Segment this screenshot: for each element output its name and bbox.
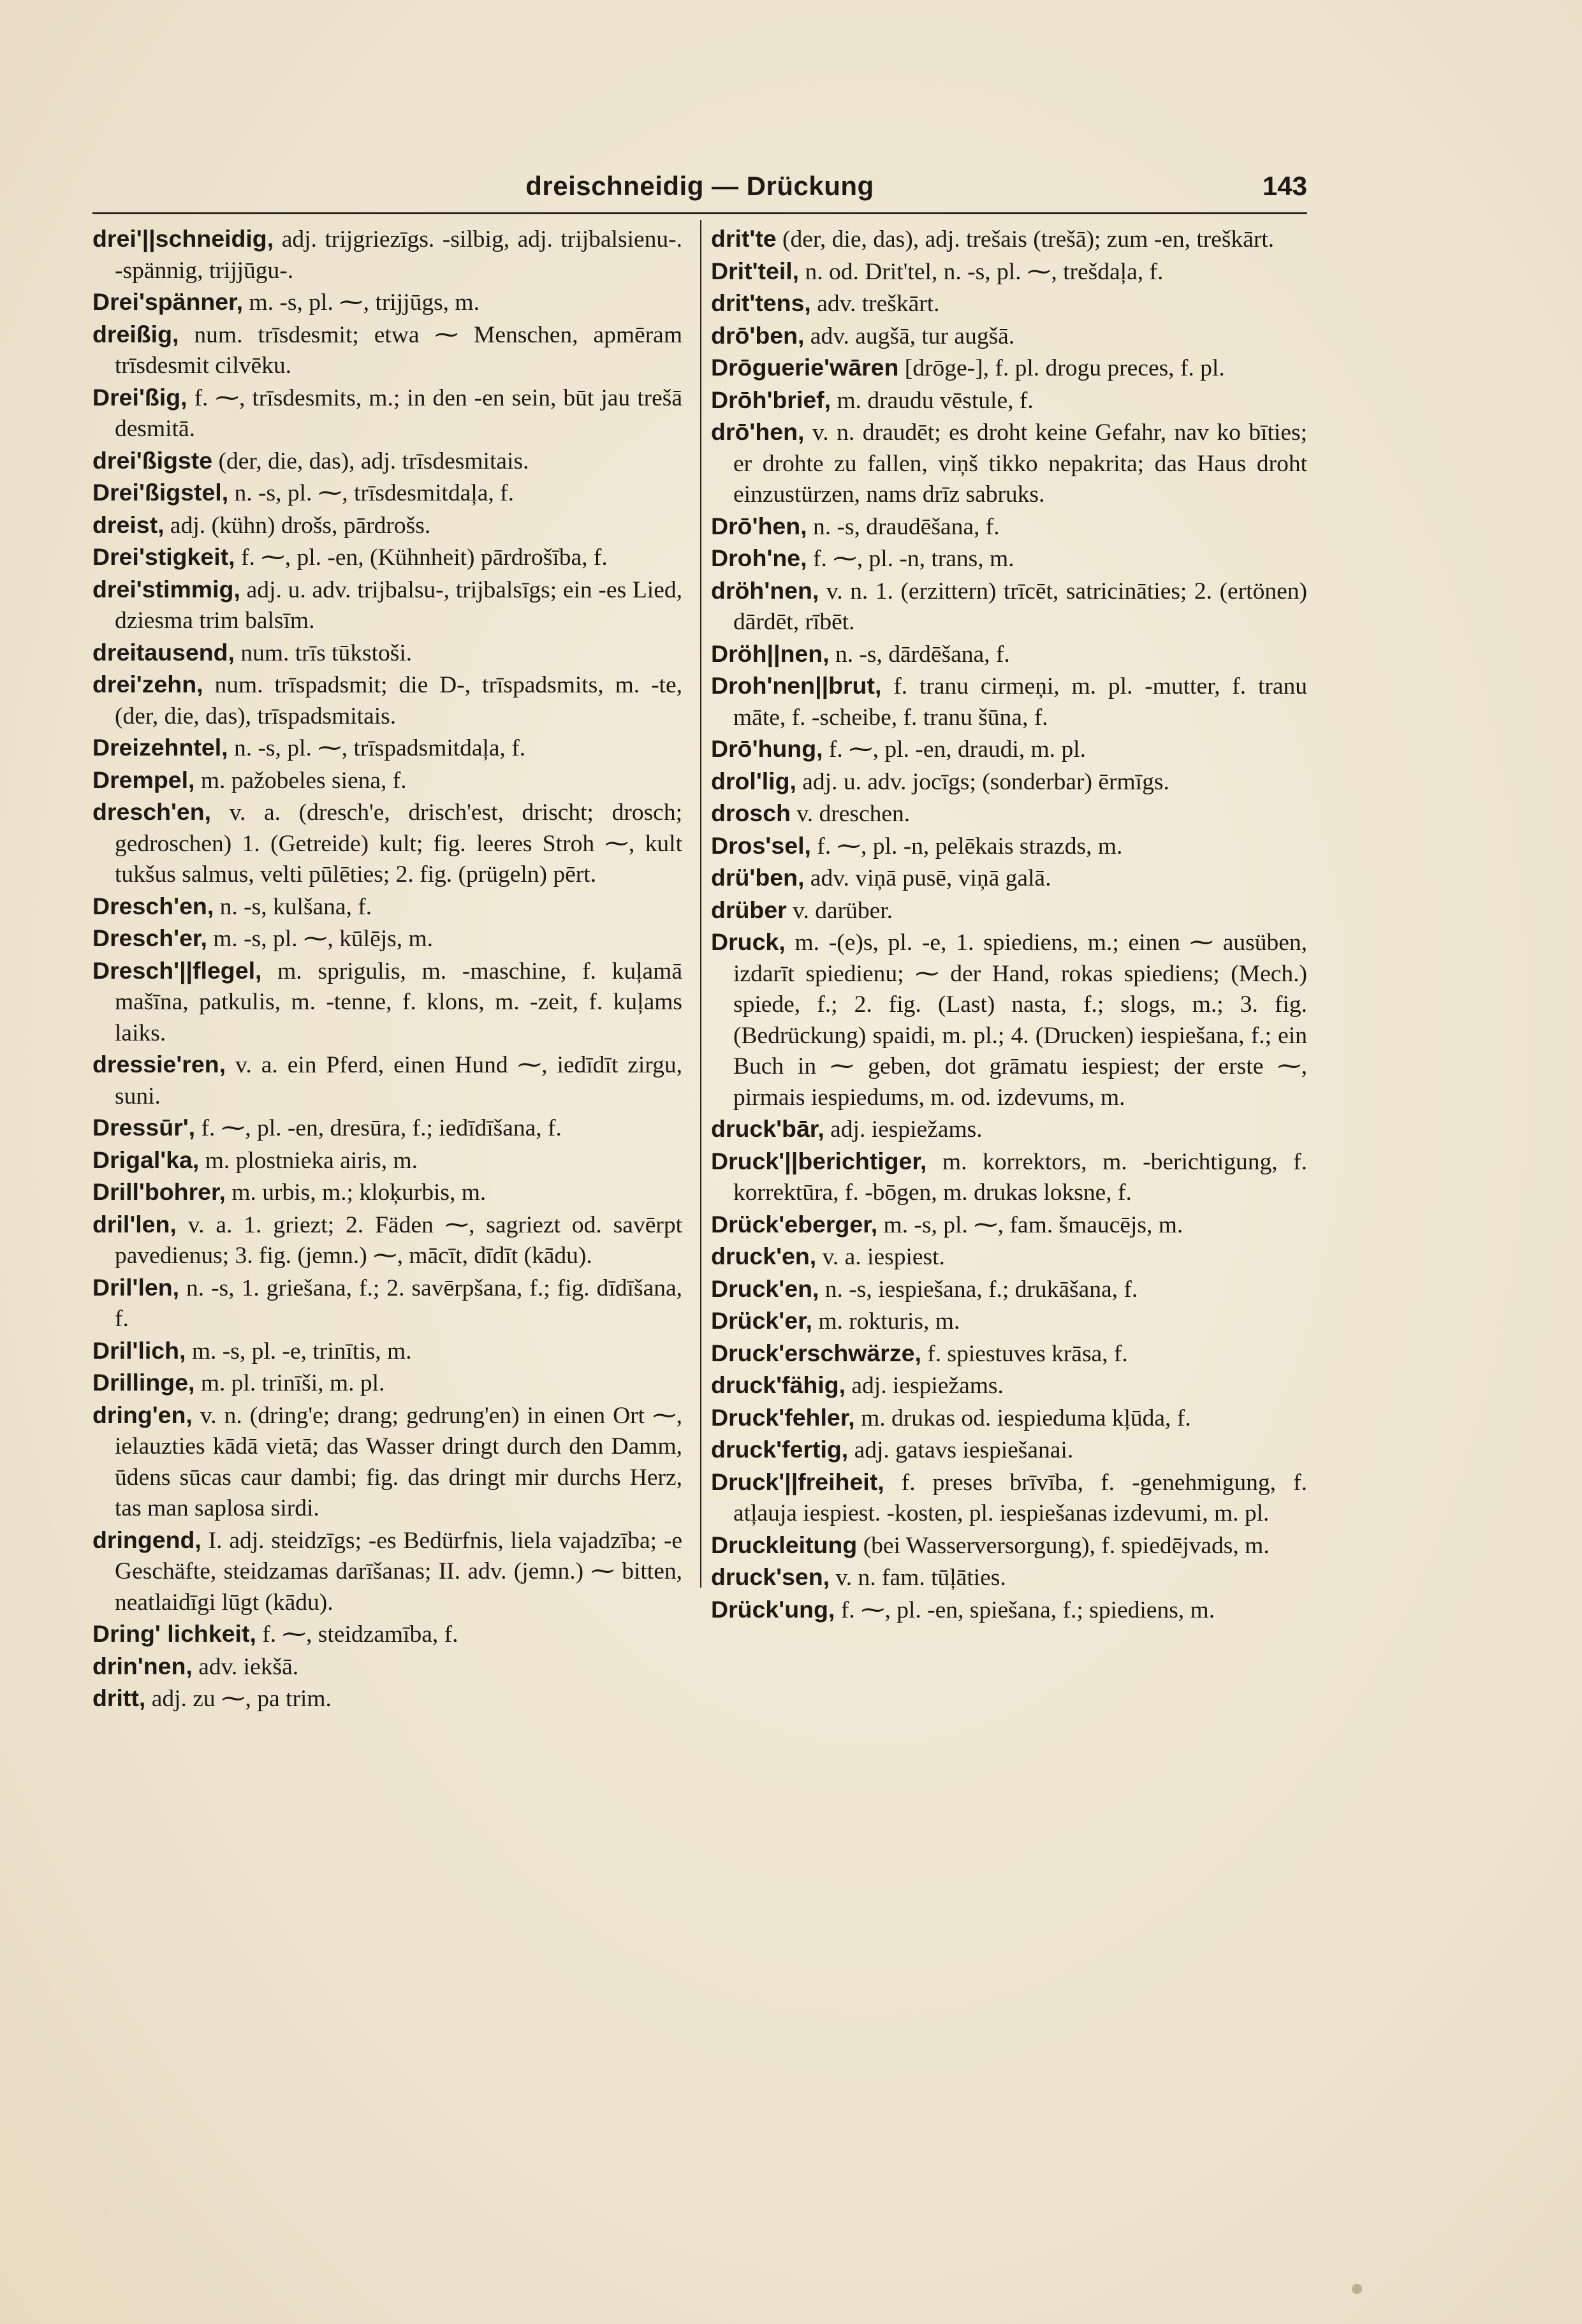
entry-headword: Druck'||berichtiger, xyxy=(711,1147,927,1174)
dictionary-entry xyxy=(92,923,682,955)
dictionary-entry xyxy=(92,1176,682,1209)
entry-definition: m. -s, pl. -e, trinītis, m. xyxy=(186,1338,412,1364)
dictionary-entry xyxy=(711,1305,1307,1338)
dictionary-entry xyxy=(711,1402,1307,1435)
entry-headword: Drei'ßig, xyxy=(92,383,187,411)
entry-headword: Dril'lich, xyxy=(92,1336,186,1364)
dictionary-entry xyxy=(92,955,682,1049)
dictionary-entry xyxy=(92,445,682,478)
dictionary-entry xyxy=(92,1367,682,1400)
dictionary-entry xyxy=(711,733,1307,766)
dictionary-entry xyxy=(711,223,1307,256)
dictionary-entry xyxy=(711,1209,1307,1241)
entry-definition: v. a. 1. griezt; 2. Fäden ⁓, sagriezt od. savērpt pavedienus; 3. fig. (jemn.) ⁓, mācīt, dīdīt (kādu). xyxy=(115,1211,682,1269)
dictionary-entry xyxy=(92,509,682,542)
dictionary-entry xyxy=(711,1530,1307,1562)
entry-definition: [drōge-], f. pl. drogu preces, f. pl. xyxy=(898,355,1225,381)
entry-headword: Dreizehntel, xyxy=(92,734,228,761)
dictionary-entry xyxy=(92,477,682,509)
entry-headword: Dresch'er, xyxy=(92,924,207,951)
dictionary-entry xyxy=(92,1209,682,1272)
entry-definition: num. trīspadsmit; die D-, trīspadsmits, m. -te, (der, die, das), trīspadsmitais. xyxy=(115,672,682,729)
entry-headword: Drō'hung, xyxy=(711,735,823,762)
dictionary-entry xyxy=(711,1594,1307,1626)
dictionary-entry xyxy=(711,895,1307,927)
dictionary-entry xyxy=(711,1146,1307,1209)
entry-headword: druck'fähig, xyxy=(711,1371,846,1398)
entry-headword: Droh'nen||brut, xyxy=(711,672,882,699)
entry-headword: Dressūr', xyxy=(92,1114,196,1141)
dictionary-entry xyxy=(92,319,682,382)
entry-headword: drü'ben, xyxy=(711,864,805,891)
dictionary-entry xyxy=(711,1466,1307,1530)
dictionary-entry xyxy=(711,830,1307,863)
dictionary-entry xyxy=(711,320,1307,353)
page-number: 143 xyxy=(1262,171,1307,201)
entry-headword: dril'len, xyxy=(92,1210,177,1238)
dictionary-entry xyxy=(711,1113,1307,1146)
dictionary-entry xyxy=(711,1370,1307,1402)
entry-definition: f. ⁓, pl. -n, pelēkais strazds, m. xyxy=(810,833,1123,859)
dictionary-entry xyxy=(711,1273,1307,1306)
entry-definition: f. preses brīvība, f. -genehmigung, f. atļauja iespiest. -kosten, pl. iespiešanas izdevumi, m. pl. xyxy=(733,1469,1307,1526)
dictionary-entry xyxy=(92,382,682,445)
dictionary-entry xyxy=(711,543,1307,575)
dictionary-entry xyxy=(711,288,1307,320)
dictionary-entry xyxy=(711,798,1307,830)
entry-headword: Druck, xyxy=(711,928,786,955)
entry-headword: dressie'ren, xyxy=(92,1051,226,1078)
dictionary-entry xyxy=(92,764,682,797)
dictionary-entry xyxy=(711,1338,1307,1370)
entry-definition: m. korrektors, m. -berichtigung, f. korrektūra, f. -bōgen, m. drukas loksne, f. xyxy=(733,1148,1307,1206)
entry-headword: Drillinge, xyxy=(92,1369,195,1396)
dictionary-entry xyxy=(711,766,1307,798)
dictionary-entry xyxy=(92,1144,682,1177)
entry-definition: m. rokturis, m. xyxy=(812,1308,960,1334)
entry-definition: n. -s, 1. griešana, f.; 2. savērpšana, f.; fig. dīdīšana, f. xyxy=(115,1275,682,1332)
entry-headword: Dröh||nen, xyxy=(711,639,830,667)
entry-headword: drō'hen, xyxy=(711,418,805,445)
entry-headword: druck'bār, xyxy=(711,1115,824,1142)
entry-definition: f. spiestuves krāsa, f. xyxy=(921,1340,1128,1367)
entry-headword: Drill'bohrer, xyxy=(92,1178,226,1205)
entry-definition: (der, die, das), adj. trīsdesmitais. xyxy=(212,448,529,474)
entry-headword: drei'||schneidig, xyxy=(92,225,274,252)
entry-definition: v. a. (dresch'e, drisch'est, drischt; drosch; gedroschen) 1. (Getreide) kult; fig. leeres Stroh ⁓, kult tukšus salmus, velti pūlēties; 2. fig. (prügeln) pērt. xyxy=(115,800,682,888)
entry-definition: n. -s, draudēšana, f. xyxy=(807,513,1000,540)
entry-headword: Drōh'brief, xyxy=(711,386,831,413)
entry-headword: Drei'ßigstel, xyxy=(92,479,229,506)
dictionary-entry xyxy=(711,862,1307,895)
entry-definition: f. ⁓, pl. -en, spiešana, f.; spiediens, m. xyxy=(835,1597,1215,1623)
dictionary-entry xyxy=(92,541,682,574)
dictionary-entry xyxy=(92,1618,682,1651)
entry-definition: I. adj. steidzīgs; -es Bedürfnis, liela vajadzība; -e Geschäfte, steidzamas darīšanas; II. adv. (jemn.) ⁓ bitten, neatlaidīgi lūgt (kādu). xyxy=(115,1527,682,1616)
entry-definition: m. pl. trinīši, m. pl. xyxy=(194,1370,385,1396)
dictionary-entry xyxy=(92,637,682,669)
entry-definition: v. a. iespiest. xyxy=(816,1244,945,1270)
column-divider xyxy=(700,220,701,1588)
dictionary-entry xyxy=(92,1335,682,1368)
dictionary-entry xyxy=(711,638,1307,671)
entry-definition: f. ⁓, pl. -en, dresūra, f.; iedīdīšana, f. xyxy=(195,1115,562,1141)
entry-headword: Drit'teil, xyxy=(711,257,800,284)
dictionary-entry xyxy=(92,1272,682,1335)
dictionary-entry xyxy=(92,286,682,319)
entry-definition: adv. viņā pusē, viņā galā. xyxy=(804,865,1051,891)
right-column xyxy=(711,223,1307,1626)
dictionary-entry xyxy=(711,1561,1307,1594)
entry-definition: n. od. Drit'tel, n. -s, pl. ⁓, trešdaļa, f. xyxy=(799,258,1164,285)
entry-definition: f. tranu cirmeņi, m. pl. -mutter, f. tranu māte, f. -scheibe, f. tranu šūna, f. xyxy=(733,673,1307,731)
dictionary-entry xyxy=(92,891,682,923)
entry-headword: Dril'len, xyxy=(92,1273,180,1301)
dictionary-entry xyxy=(711,384,1307,417)
entry-definition: f. ⁓, pl. -n, trans, m. xyxy=(807,546,1014,572)
entry-headword: Drempel, xyxy=(92,766,195,793)
entry-headword: Dresch'||flegel, xyxy=(92,956,262,984)
entry-headword: Dring' lichkeit, xyxy=(92,1620,256,1647)
dictionary-entry xyxy=(711,926,1307,1113)
dictionary-entry xyxy=(92,1651,682,1683)
dictionary-entry xyxy=(92,732,682,764)
entry-definition: v. n. (dring'e; drang; gedrung'en) in einen Ort ⁓, ielauzties kādā vietā; das Wasser dringt durch den Damm, ūdens sūcas caur dambi; fig. das dringt mir durchs Herz, tas man saplosa sirdi. xyxy=(115,1402,682,1521)
dictionary-entry xyxy=(92,574,682,637)
entry-headword: Druckleitung xyxy=(711,1531,858,1558)
entry-definition: m. -s, pl. ⁓, fam. šmaucējs, m. xyxy=(877,1211,1183,1238)
entry-definition: num. trīsdesmit; etwa ⁓ Menschen, apmēram trīsdesmit cilvēku. xyxy=(115,321,682,379)
header-rule xyxy=(92,212,1307,214)
entry-definition: adv. iekšā. xyxy=(192,1653,299,1680)
entry-headword: dritt, xyxy=(92,1685,146,1711)
entry-definition: f. ⁓, trīsdesmits, m.; in den -en sein, būt jau trešā desmitā. xyxy=(115,384,682,442)
entry-definition: adv. treškārt. xyxy=(810,291,940,317)
entry-headword: Drück'eberger, xyxy=(711,1210,878,1238)
entry-definition: adj. gatavs iespiešanai. xyxy=(848,1437,1074,1463)
entry-definition: num. trīs tūkstoši. xyxy=(234,639,413,666)
entry-headword: drei'ßigste xyxy=(92,446,213,474)
dictionary-entry xyxy=(711,575,1307,638)
entry-headword: Druck'fehler, xyxy=(711,1403,855,1431)
entry-definition: m. -(e)s, pl. -e, 1. spiediens, m.; einen ⁓ ausüben, izdarīt spiedienu; ⁓ der Hand, rokas spiediens; (Mech.) spiede, f.; 2. fig. (Last) nasta, f.; slogs, m.; 3. fig. (Bedrückung) spaidi, m. pl.; 4. (Drucken) iespiešana, f.; ein Buch in ⁓ geben, dot grāmatu iespiest; der erste ⁓, pirmais iespiedums, m. od. izdevums, m. xyxy=(733,930,1307,1111)
entry-definition: v. n. 1. (erzittern) trīcēt, satricināties; 2. (ertönen) dārdēt, rībēt. xyxy=(733,578,1307,635)
entry-definition: m. urbis, m.; kloķurbis, m. xyxy=(225,1180,487,1206)
dictionary-entry xyxy=(711,352,1307,384)
entry-headword: drit'tens, xyxy=(711,289,811,316)
dictionary-entry xyxy=(92,1683,682,1715)
entry-definition: m. sprigulis, m. -maschine, f. kuļamā mašīna, patkulis, m. -tenne, f. klons, m. -zeit, f. kuļams laiks. xyxy=(115,958,682,1046)
dictionary-entry xyxy=(92,223,682,286)
entry-definition: (der, die, das), adj. trešais (trešā); zum -en, treškārt. xyxy=(776,226,1275,252)
entry-definition: n. -s, pl. ⁓, trīspadsmitdaļa, f. xyxy=(228,735,526,761)
entry-definition: adj. zu ⁓, pa trim. xyxy=(145,1686,332,1712)
running-head: dreischneidig — Drückung xyxy=(525,171,874,201)
entry-definition: m. draudu vēstule, f. xyxy=(831,387,1034,414)
entry-headword: drin'nen, xyxy=(92,1652,193,1679)
entry-headword: dreist, xyxy=(92,511,165,538)
entry-headword: druck'fertig, xyxy=(711,1436,849,1463)
entry-headword: dresch'en, xyxy=(92,798,212,825)
entry-definition: (bei Wasserversorgung), f. spiedējvads, m. xyxy=(857,1532,1270,1559)
entry-headword: drō'ben, xyxy=(711,321,805,349)
entry-headword: Drei'stigkeit, xyxy=(92,543,235,570)
dictionary-entry xyxy=(711,256,1307,288)
entry-headword: Drück'er, xyxy=(711,1307,813,1334)
page-speck xyxy=(1352,2284,1362,2294)
entry-headword: Droh'ne, xyxy=(711,544,807,571)
entry-definition: m. drukas od. iespieduma kļūda, f. xyxy=(854,1405,1191,1431)
entry-headword: drit'te xyxy=(711,225,777,252)
entry-headword: Dresch'en, xyxy=(92,892,214,919)
entry-definition: v. a. ein Pferd, einen Hund ⁓, iedīdīt zirgu, suni. xyxy=(115,1052,682,1109)
entry-headword: Drōguerie'wāren xyxy=(711,354,899,381)
entry-definition: m. -s, pl. ⁓, trijjūgs, m. xyxy=(243,289,480,316)
page-header xyxy=(92,171,1307,209)
dictionary-entry xyxy=(711,1241,1307,1273)
dictionary-entry xyxy=(711,670,1307,733)
dictionary-entry xyxy=(92,669,682,732)
entry-headword: drosch xyxy=(711,800,791,826)
dictionary-entry xyxy=(711,511,1307,543)
entry-headword: dring'en, xyxy=(92,1401,193,1428)
entry-headword: Druck'en, xyxy=(711,1275,819,1302)
entry-definition: n. -s, iespiešana, f.; drukāšana, f. xyxy=(819,1276,1138,1303)
entry-definition: adj. trijgriezīgs. -silbig, adj. trijbalsienu-. -spännig, trijjūgu-. xyxy=(115,226,682,284)
dictionary-entry xyxy=(92,1400,682,1524)
entry-definition: n. -s, kulšana, f. xyxy=(214,893,372,920)
entry-definition: adj. (kühn) drošs, pārdrošs. xyxy=(164,512,431,539)
entry-headword: druck'en, xyxy=(711,1243,817,1269)
entry-definition: v. darüber. xyxy=(786,897,893,924)
entry-definition: v. n. draudēt; es droht keine Gefahr, nav ko bīties; er drohte zu fallen, viņš tikko nepakrita; das Haus droht einzustürzen, nams drīz sabruks. xyxy=(733,420,1307,508)
entry-definition: m. plostnieka airis, m. xyxy=(199,1147,418,1174)
entry-definition: f. ⁓, pl. -en, (Kühnheit) pārdrošība, f. xyxy=(235,544,608,571)
entry-definition: v. dreschen. xyxy=(791,801,911,827)
entry-headword: dröh'nen, xyxy=(711,576,819,604)
entry-definition: adj. iespiežams. xyxy=(846,1373,1004,1399)
entry-definition: m. pažobeles siena, f. xyxy=(194,767,407,794)
entry-headword: Druck'erschwärze, xyxy=(711,1339,921,1366)
dictionary-entry xyxy=(92,1524,682,1619)
entry-headword: drüber xyxy=(711,896,787,923)
entry-headword: Drück'ung, xyxy=(711,1595,835,1623)
dictionary-entry xyxy=(711,1434,1307,1466)
dictionary-entry xyxy=(92,796,682,891)
entry-headword: drol'lig, xyxy=(711,767,796,794)
entry-headword: dreitausend, xyxy=(92,638,235,666)
entry-definition: adj. u. adv. jocīgs; (sonderbar) ērmīgs. xyxy=(796,768,1169,795)
entry-definition: f. ⁓, steidzamība, f. xyxy=(256,1621,458,1648)
entry-definition: v. n. fam. tūļāties. xyxy=(830,1565,1006,1591)
entry-headword: Drigal'ka, xyxy=(92,1146,200,1173)
entry-headword: Drō'hen, xyxy=(711,512,807,539)
dictionary-entry xyxy=(92,1049,682,1112)
entry-definition: n. -s, dārdēšana, f. xyxy=(829,641,1010,668)
entry-headword: Drei'spänner, xyxy=(92,288,244,315)
entry-headword: druck'sen, xyxy=(711,1563,830,1590)
entry-headword: dreißig, xyxy=(92,320,179,347)
entry-definition: f. ⁓, pl. -en, draudi, m. pl. xyxy=(823,736,1086,763)
dictionary-entry xyxy=(711,416,1307,511)
left-column xyxy=(92,223,682,1715)
entry-definition: adv. augšā, tur augšā. xyxy=(804,323,1015,349)
entry-headword: Druck'||freiheit, xyxy=(711,1468,884,1495)
entry-headword: drei'stimmig, xyxy=(92,575,240,603)
entry-definition: adj. iespiežams. xyxy=(824,1116,983,1143)
entry-definition: m. -s, pl. ⁓, kūlējs, m. xyxy=(207,926,434,952)
entry-definition: adj. u. adv. trijbalsu-, trijbalsīgs; ein -es Lied, dziesma trim balsīm. xyxy=(115,576,682,634)
entry-headword: dringend, xyxy=(92,1526,201,1553)
entry-headword: drei'zehn, xyxy=(92,671,203,698)
dictionary-entry xyxy=(92,1112,682,1144)
entry-headword: Dros'sel, xyxy=(711,831,811,859)
entry-definition: n. -s, pl. ⁓, trīsdesmitdaļa, f. xyxy=(228,480,514,506)
